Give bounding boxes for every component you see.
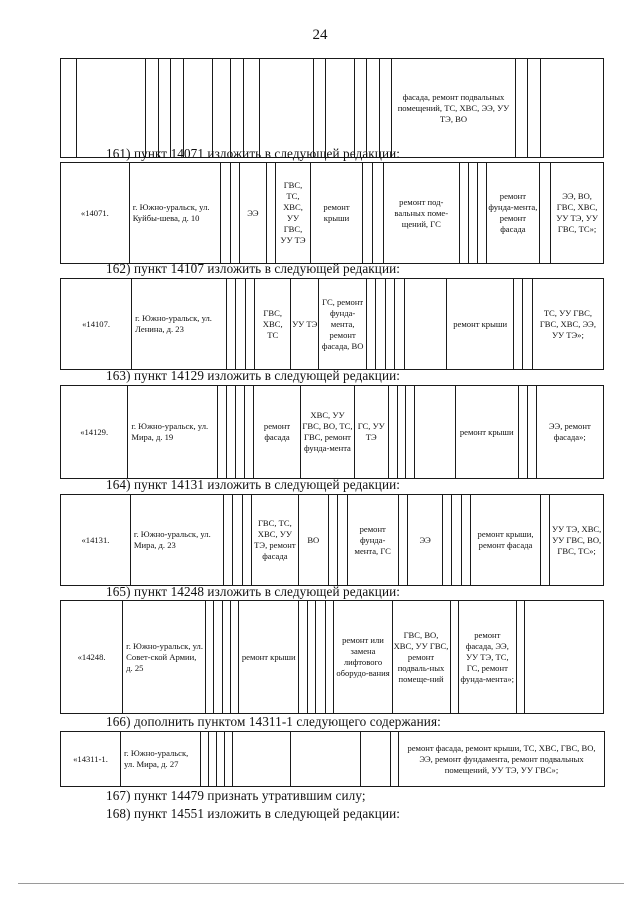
table-row: «14107. г. Южно-уральск, ул. Ленина, д. 23 ГВС, ХВС, ТС УУ ТЭ ГС, ремонт фунда-мента, ремонт фасада, ВО ремонт крыши ТС, УУ ГВС, ГВС, ХВС, ЭЭ, УУ ТЭ»; <box>61 279 604 370</box>
table-row: «14071. г. Южно-уральск, ул. Куйбы-шева, д. 10 ЭЭ ГВС, ТС, ХВС, УУ ГВС, УУ ТЭ ремонт крыши ремонт под-вальных поме-щений, ГС ремонт фунда-мента, ремонт фасада ЭЭ, ВО, ГВС, ХВС, УУ ТЭ, УУ ГВС, ТС»; <box>61 163 604 264</box>
table-cell-works: фасада, ремонт подвальных помещений, ТС, ХВС, ЭЭ, УУ ТЭ, ВО <box>392 59 515 158</box>
table-14131 <box>60 494 604 586</box>
table-14248 <box>60 600 604 714</box>
table-14129 <box>60 385 604 479</box>
item-heading-165: 165) пункт 14248 изложить в следующей редакции: <box>106 584 401 599</box>
item-heading-168: 168) пункт 14551 изложить в следующей редакции: <box>106 806 401 821</box>
table-14107 <box>60 278 604 370</box>
table-14071 <box>60 162 604 264</box>
item-heading-166: 166) дополнить пунктом 14311-1 следующего содержания: <box>106 714 441 729</box>
item-heading-162: 162) пункт 14107 изложить в следующей редакции: <box>106 261 401 276</box>
table-row: «14248. г. Южно-уральск, ул. Совет-ской Армии, д. 25 ремонт крыши ремонт или замена лифтового оборудо-вания ГВС, ВО, ХВС, УУ ГВС, ремонт подваль-ных помеще-ний ремонт фасада, ЭЭ, УУ ТЭ, ТС, ГС, ремонт фунда-мента»; <box>61 601 604 714</box>
table-continuation <box>60 58 604 158</box>
page-bottom-rule <box>18 883 624 884</box>
table-row: «14311-1. г. Южно-уральск, ул. Мира, д. 27 ремонт фасада, ремонт крыши, ТС, ХВС, ГВС, ВО, ЭЭ, ремонт фундамента, ремонт подвальных помещений, УУ ТЭ, УУ ГВС»; <box>61 732 605 787</box>
table-14311-1 <box>60 731 605 787</box>
table-row <box>61 59 604 158</box>
table-row: «14131. г. Южно-уральск, ул. Мира, д. 23 ГВС, ТС, ХВС, УУ ТЭ, ремонт фасада ВО ремонт фунда-мента, ГС ЭЭ ремонт крыши, ремонт фасада УУ ТЭ, ХВС, УУ ГВС, ВО, ГВС, ТС»; <box>61 495 604 586</box>
page-number: 24 <box>312 27 328 43</box>
item-heading-163: 163) пункт 14129 изложить в следующей редакции: <box>106 368 401 383</box>
item-heading-164: 164) пункт 14131 изложить в следующей редакции: <box>106 477 401 492</box>
table-row: «14129. г. Южно-уральск, ул. Мира, д. 19 ремонт фасада ХВС, УУ ГВС, ВО, ТС, ГВС, ремонт фунда-мента ГС, УУ ТЭ ремонт крыши ЭЭ, ремонт фасада»; <box>61 386 604 479</box>
item-heading-167: 167) пункт 14479 признать утратившим силу; <box>106 788 366 803</box>
item-heading-161: 161) пункт 14071 изложить в следующей редакции: <box>106 146 401 161</box>
